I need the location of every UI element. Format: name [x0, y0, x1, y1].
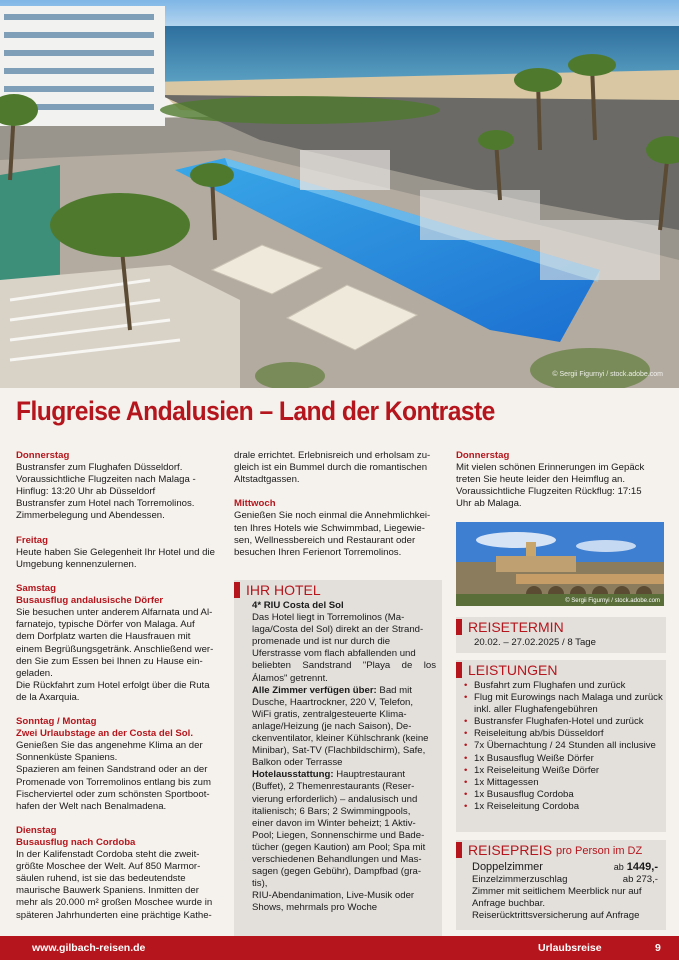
hotel-box: [234, 580, 442, 956]
text-line: sen, Wellnessbereich und Restaurant oder: [234, 534, 416, 546]
footer: [0, 936, 679, 960]
text-line: Pool; Liegen, Sonnenschirme und Bade-: [252, 829, 425, 841]
text-line: verschiedenen Behandlungen und Mas-: [252, 853, 422, 865]
text-line: laga/Costa del Sol) direkt an der Strand-: [252, 624, 424, 636]
text-line: Zimmerbelegung und Abendessen.: [16, 510, 165, 522]
day-heading: Zwei Urlaubstage an der Costa del Sol.: [16, 728, 193, 740]
text-line: Promenade von Torremolinos entlang bis zum: [16, 776, 211, 788]
text-line: Hinflug: 13:20 Uhr ab Düsseldorf: [16, 486, 156, 498]
price-note-1: Zimmer mit seitlichem Meerblick nur auf: [472, 886, 642, 898]
photo-credit: © Sergii Figurnyi / stock.adobe.com: [552, 371, 663, 378]
text-line: Dusche, Haartrockner, 220 V, Telefon,: [252, 696, 414, 708]
bold-line: 4* RIU Costa del Sol: [252, 600, 344, 611]
spacer: [16, 523, 222, 535]
text-line: Altstadtgassen.: [234, 474, 300, 486]
leistung-item: • Reiseleitung ab/bis Düsseldorf: [474, 728, 666, 740]
leistungen-list: [456, 680, 666, 813]
text-line: maurische Bauwerk Spaniens. Inmitten der: [16, 885, 199, 897]
itinerary-column-3: [456, 450, 666, 510]
hotel-description: [234, 600, 442, 914]
text-line: beliebten Sandstrand "Playa de los Álamos" getrennt.: [252, 660, 436, 684]
day-heading: Sonntag / Montag: [16, 716, 97, 728]
photo-credit-2: © Sergii Figurnyi / stock.adobe.com: [565, 598, 660, 604]
bold-line: Hotelausstattung: Hauptrestaurant: [252, 769, 406, 781]
text-line: vierung erforderlich) – andalusisch und: [252, 793, 418, 805]
text-line: treten Sie heute leider den Heimflug an.: [456, 474, 626, 486]
text-line: Das Hotel liegt in Torremolinos (Ma-: [252, 612, 405, 624]
text-line: Sie besuchen unter anderem Alfarnata und Al-: [16, 607, 213, 619]
price-note-3: Reiserücktrittsversicherung auf Anfrage: [472, 910, 640, 922]
text-line: säulen ruhend, ist sie das bedeutendste: [16, 873, 186, 885]
text-line: Voraussichtliche Flugzeiten nach Malaga -: [16, 474, 196, 486]
spacer: [16, 813, 222, 825]
reisepreis-heading: REISEPREIS pro Person im DZ: [456, 840, 666, 860]
text-line: drale errichtet. Erlebnisreich und erholsam zu-: [234, 450, 431, 461]
page-number: 9: [655, 942, 661, 954]
footer-url[interactable]: www.gilbach-reisen.de: [32, 942, 146, 954]
text-line: Spazieren am feinen Sandstrand oder an der: [16, 764, 208, 776]
leistung-item: • 7x Übernachtung / 24 Stunden all inclusive: [474, 740, 666, 752]
text-line: hafen der Welt nach Benalmadena.: [16, 800, 167, 812]
footer-category: Urlaubsreise: [538, 942, 602, 954]
page-title: Flugreise Andalusien – Land der Kontraste: [16, 396, 495, 426]
leistung-item: • 1x Busausflug Cordoba: [474, 789, 666, 801]
text-line: Heute haben Sie Gelegenheit Ihr Hotel und die: [16, 546, 215, 558]
ez-price: ab 273,-: [622, 874, 658, 885]
leistungen-heading: LEISTUNGEN: [456, 660, 666, 680]
leistung-item: • 1x Reiseleitung Cordoba: [474, 801, 666, 813]
itinerary-column-2: [234, 450, 444, 559]
text-line: tücher (gegen Kaution) am Pool; Spa mit: [252, 841, 426, 853]
text-line: Die Rückfahrt zum Hotel erfolgt über die Ruta: [16, 679, 210, 691]
text-line: Uferstrasse vom flach abfallenden und: [252, 648, 416, 660]
day-heading: Samstag: [16, 583, 56, 595]
text-line: Fischerviertel oder zum schönsten Sportboot-: [16, 788, 210, 800]
text-line: größte Moschee der Welt. Auf 850 Marmor-: [16, 861, 201, 873]
text-line: anlage/Heizung (je nach Saison), De-: [252, 720, 412, 732]
text-line: sagen (gegen Gebühr), Dampfbad (gra-: [252, 866, 422, 878]
leistungen-box: [456, 660, 666, 832]
text-line: den Sie zum Essen bei Ihnen zu Hause ein-: [16, 655, 203, 667]
text-line: ten Ihres Hotels wie Schwimmbad, Liegewie-: [234, 522, 425, 534]
day-heading: Busausflug nach Cordoba: [16, 837, 136, 848]
leistung-item: • Flug mit Eurowings nach Malaga und zurück inkl. aller Flughafengebühren: [474, 692, 666, 716]
reisepreis-box: [456, 840, 666, 930]
text-line: dem Dorfplatz warten die Hausfrauen mit: [16, 631, 191, 643]
text-line: Genießen Sie noch einmal die Annehmlichkei-: [234, 510, 431, 522]
leistung-item: • 1x Busausflug Weiße Dörfer: [474, 753, 666, 765]
text-line: Balkon oder Terrasse: [252, 757, 343, 769]
text-line: Uhr ab Malaga.: [456, 498, 522, 510]
itinerary-column-1: [16, 450, 222, 922]
text-line: promenade und ist nur durch die: [252, 636, 391, 648]
text-line: einem Begrüßungsgetränk. Anschließend wer-: [16, 643, 214, 655]
text-line: (Buffet), 2 Themenrestaurants (Reser-: [252, 781, 415, 793]
text-line: gleich ist ein Bummel durch die romantischen: [234, 462, 428, 474]
text-line: Shows, mehrmals pro Woche: [252, 902, 378, 914]
day-heading: Busausflug andalusische Dörfer: [16, 595, 164, 607]
text-line: Mit vielen schönen Erinnerungen im Gepäck: [456, 462, 645, 474]
dz-ab: ab: [613, 862, 624, 872]
price-note-2: Anfrage buchbar.: [472, 898, 546, 910]
text-line: Bustransfer zum Hotel nach Torremolinos.: [16, 498, 195, 510]
leistung-item: • Busfahrt zum Flughafen und zurück: [474, 680, 666, 692]
text-line: einer davon im Winter beheizt; 1 Aktiv-: [252, 817, 416, 829]
text-line: mehr als 20.000 m² großen Moschee wurde in: [16, 897, 213, 909]
text-line: In der Kalifenstadt Cordoba steht die zweit-: [16, 849, 200, 861]
spacer: [16, 571, 222, 583]
ez-label: Einzelzimmerzuschlag: [472, 874, 568, 885]
spacer: [234, 486, 444, 498]
reisetermin-box: [456, 617, 666, 653]
cordoba-photo: [456, 522, 664, 606]
leistung-item: • 1x Mittagessen: [474, 777, 666, 789]
text-line: ckenventilator, kleiner Kühlschrank (keine: [252, 733, 429, 745]
day-heading: Dienstag: [16, 824, 57, 836]
spacer: [16, 704, 222, 716]
text-line: Voraussichtliche Flugzeiten Rückflug: 17:15: [456, 486, 642, 498]
day-heading: Donnerstag: [16, 450, 70, 461]
text-line: WiFi gratis, zentralgesteuerte Klima-: [252, 708, 407, 720]
day-heading: Mittwoch: [234, 498, 276, 510]
reisetermin-date: 20.02. – 27.02.2025 / 8 Tage: [474, 637, 596, 648]
hero-photo: [0, 0, 679, 388]
leistung-item: • Bustransfer Flughafen-Hotel und zurück: [474, 716, 666, 728]
text-line: RIU-Abendanimation, Live-Musik oder: [252, 890, 415, 902]
bold-line: Alle Zimmer verfügen über: Bad mit: [252, 684, 412, 696]
text-line: Genießen Sie das angenehme Klima an der: [16, 740, 203, 752]
text-line: Sonnenküste Spaniens.: [16, 752, 118, 764]
text-line: geladen.: [16, 667, 53, 679]
text-line: de la Axarquia.: [16, 691, 80, 703]
text-line: späteren Jahrhunderten eine prächtige Kathe-: [16, 909, 212, 921]
text-line: Umgebung kennenzulernen.: [16, 558, 137, 570]
text-line: farnatejo, typische Dörfer von Malaga. Auf: [16, 619, 195, 631]
text-line: besuchen Ihren Ferienort Torremolinos.: [234, 546, 402, 558]
leistung-item: • 1x Reiseleitung Weiße Dörfer: [474, 765, 666, 777]
text-line: tis),: [252, 878, 268, 890]
dz-price: 1449,-: [626, 861, 658, 873]
text-line: Bustransfer zum Flughafen Düsseldorf.: [16, 462, 183, 474]
text-line: Minibar), Sat-TV (Flachbildschirm), Safe,: [252, 745, 426, 757]
text-line: italienisch; 6 Bars; 2 Swimmingpools,: [252, 805, 411, 817]
dz-label: Doppelzimmer: [472, 861, 543, 873]
day-heading: Donnerstag: [456, 450, 510, 461]
hotel-heading: IHR HOTEL: [234, 580, 442, 600]
reisetermin-heading: REISETERMIN: [456, 617, 666, 637]
day-heading: Freitag: [16, 534, 48, 546]
